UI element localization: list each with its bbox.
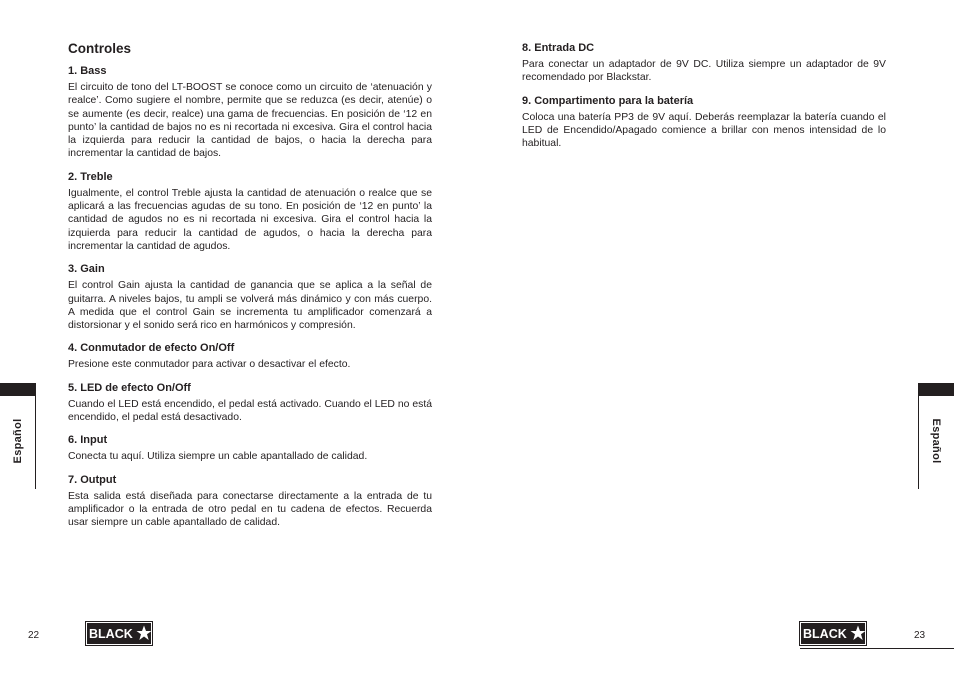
blackstar-logo-icon bbox=[85, 621, 153, 646]
item-title-treble: 2. Treble bbox=[68, 170, 113, 183]
item-title-bass: 1. Bass bbox=[68, 65, 107, 77]
side-tab-rule bbox=[918, 396, 919, 489]
side-tab-rule bbox=[35, 396, 36, 489]
svg-text:BLACK: BLACK bbox=[89, 627, 133, 641]
svg-text:BLACK: BLACK bbox=[803, 627, 847, 641]
item-title-input: 6. Input bbox=[68, 434, 108, 447]
side-tab-bar bbox=[918, 383, 954, 396]
item-title-battery: 9. Compartimento para la batería bbox=[522, 94, 694, 107]
item-title-dc-input: 8. Entrada DC bbox=[522, 42, 595, 54]
left-column bbox=[68, 40, 432, 539]
item-text-gain: El control Gain ajusta la cantidad de ganancia que se aplica a la señal de guitarra. A niveles bajos, tu ampli se volverá más dinámico y con más cuerpo. A medida que el control Gain se incrementa tu amplificador comenzará a distorsionar y el sonido será rico en harmónicos y compresión. bbox=[68, 280, 432, 332]
item-text-bass: El circuito de tono del LT-BOOST se conoce como un circuito de ‘atenuación y realce’. Como sugiere el nombre, permite que se reduzca (es decir, atenúe) o se aumente (es decir, realce) una gama de frecuencias. En posición de ‘12 en punto’ la cantidad de bajos no es ni recortada ni excesiva. Gira el control hacia la izquierda para reducir la cantidad de bajos, o hacia la derecha para incrementar la cantidad de bajos. bbox=[68, 82, 432, 160]
blackstar-logo-icon bbox=[799, 621, 867, 646]
item-text-treble: Igualmente, el control Treble ajusta la cantidad de atenuación o realce que se aplicará a las frecuencias agudas de su tono. En posición de ‘12 en punto’ la cantidad de agudos no es ni recortada ni excesiva. Gira el control hacia la izquierda para reducir la cantidad de agudos, o hacia la derecha para incrementar la cantidad de agudos. bbox=[68, 187, 432, 252]
item-text-dc-input: Para conectar un adaptador de 9V DC. Utiliza siempre un adaptador de 9V recomendado por Blackstar. bbox=[522, 59, 886, 84]
side-label-right: Español bbox=[930, 418, 942, 464]
item-text-output: Esta salida está diseñada para conectarse directamente a la entrada de tu amplificador o la entrada de otro pedal en tu cadena de efectos. Recuerda usar siempre un cable apantallado de calidad. bbox=[68, 490, 432, 529]
item-text-battery: Coloca una batería PP3 de 9V aquí. Deberás reemplazar la batería cuando el LED de Encendido/Apagado comience a brillar con menos intensidad de lo habitual. bbox=[522, 111, 886, 150]
item-title-switch: 4. Conmutador de efecto On/Off bbox=[68, 342, 235, 355]
item-title-led: 5. LED de efecto On/Off bbox=[68, 381, 191, 394]
side-label-left: Español bbox=[12, 418, 24, 464]
item-title-output: 7. Output bbox=[68, 473, 117, 486]
side-tab-bar bbox=[0, 383, 36, 396]
page-number-left: 22 bbox=[28, 630, 40, 641]
blackstar-logo-left bbox=[85, 621, 153, 646]
item-text-input: Conecta tu aquí. Utiliza siempre un cable apantallado de calidad. bbox=[68, 451, 368, 463]
item-text-switch: Presione este conmutador para activar o desactivar el efecto. bbox=[68, 359, 351, 371]
section-title: Controles bbox=[68, 41, 132, 56]
right-column bbox=[522, 41, 886, 159]
item-text-led: Cuando el LED está encendido, el pedal está activado. Cuando el LED no está encendido, el pedal está desactivado. bbox=[68, 398, 432, 424]
blackstar-logo-right bbox=[799, 621, 867, 646]
page-number-right: 23 bbox=[914, 630, 926, 641]
item-title-gain: 3. Gain bbox=[68, 263, 105, 276]
footer-rule bbox=[800, 648, 954, 649]
